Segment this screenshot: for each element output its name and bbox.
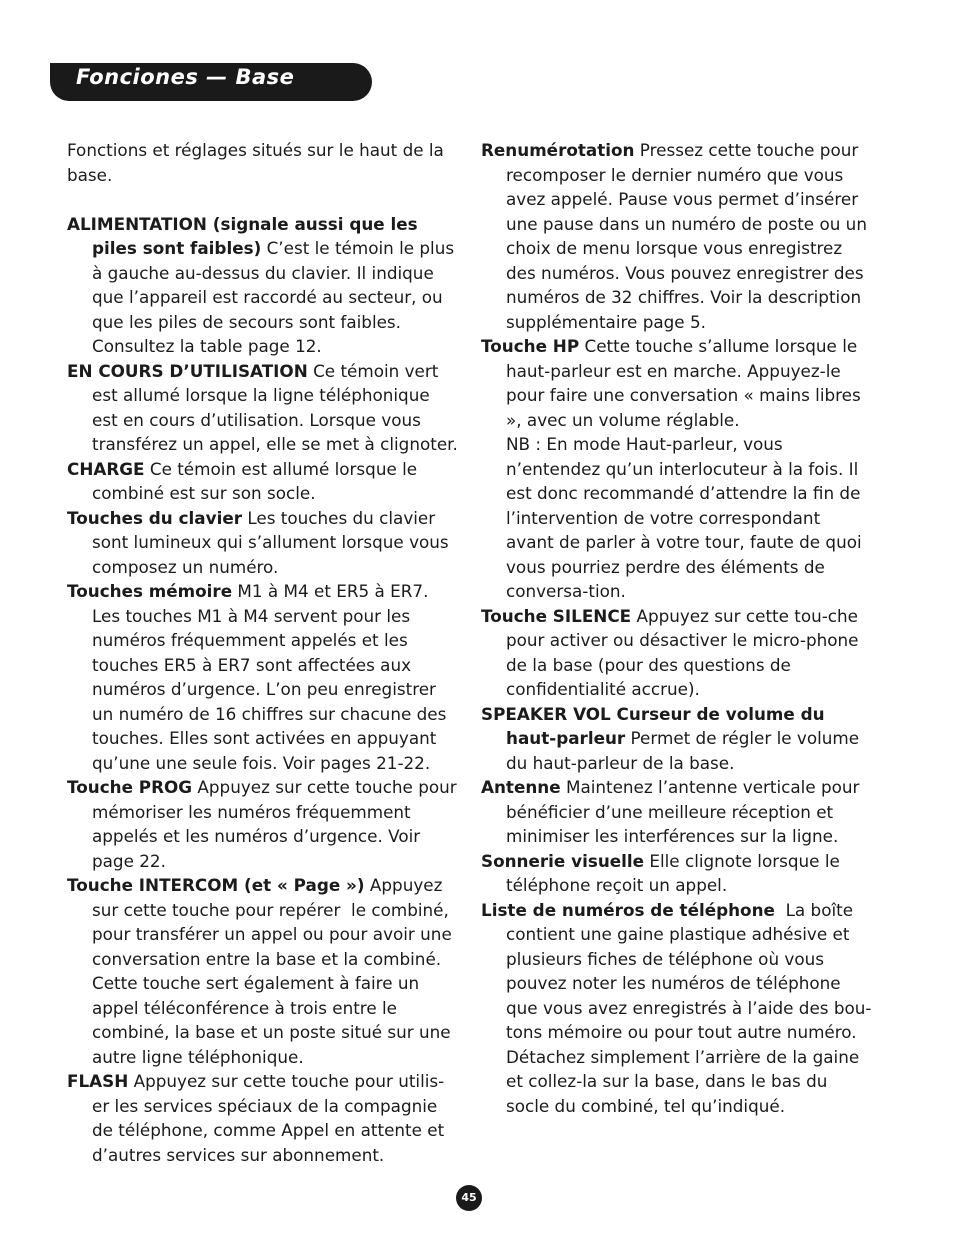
entry-term: Touches mémoire [67, 581, 233, 601]
left-column [67, 138, 463, 1167]
entry-description: C’est le témoin le plus à gauche au-dessus du clavier. Il indique que l’appareil est raccordé au secteur, ou que les piles de secours sont faibles. Consultez la table page 12. [92, 238, 460, 356]
entry-term: FLASH [67, 1071, 129, 1091]
entry-description: M1 à M4 et ER5 à ER7. Les touches M1 à M4 servent pour les numéros fréquemment appelés et les touches ER5 à ER7 sont affectées aux numéros d’urgence. L’on peu enregistrer un numéro de 16 chiffres sur chacune des touches. Elles sont activées en appuyant qu’une une seule fois. Voir pages 21-22. [92, 581, 452, 773]
page-title: Fonciones — Base [76, 65, 295, 89]
glossary-entry [67, 1069, 459, 1167]
entry-description: Appuyez sur cette tou-che pour activer ou désactiver le micro-phone de la base (pour des questions de confidentialité accrue). [506, 605, 864, 699]
entry-description: Ce témoin vert est allumé lorsque la ligne téléphonique est en cours d’utilisation. Lorsque vous transférez un appel, elle se met à clignoter. [92, 360, 458, 454]
entry-term: Touche HP [481, 336, 580, 356]
entry-term: Touches du clavier [67, 507, 242, 528]
right-column [481, 138, 873, 1118]
glossary-entry [67, 457, 459, 506]
entry-description: Ce témoin est allumé lorsque le combiné est sur son socle. [92, 458, 423, 503]
entry-description: Appuyez sur cette touche pour utilis-er les services spéciaux de la compagnie de téléphone, comme Appel en attente et d’autres services sur abonnement. [92, 1071, 450, 1165]
glossary-entry [481, 604, 873, 702]
glossary-entry [67, 579, 459, 775]
section-header-banner [50, 63, 372, 101]
entry-term: CHARGE [67, 458, 145, 479]
entry-term: Touche SILENCE [481, 605, 632, 626]
entry-description: Pressez cette touche pour recomposer le dernier numéro que vous avez appelé. Pause vous permet d’insérer une pause dans un numéro de poste ou un choix de menu lorsque vous enregistrez des numéros. Vous pouvez enregistrer des numéros de 32 chiffres. Voir la description supplémentaire page 5. [506, 140, 873, 332]
glossary-entry [481, 702, 873, 776]
entry-term: Antenne [481, 777, 561, 797]
entry-description: Cette touche s’allume lorsque le haut-parleur est en marche. Appuyez-le pour faire une conversation « mains libres », avec un volume réglable. [506, 336, 867, 430]
entry-description: Les touches du clavier sont lumineux qui s’allument lorsque vous composez un numéro. [92, 507, 454, 577]
entry-description: Appuyez sur cette touche pour repérer le combiné, pour transférer un appel ou pour avoir une conversation entre la base et la combiné. Cette touche sert également à faire un appel téléconférence à trois entre le combiné, la base et un poste situé sur une autre ligne téléphonique. [92, 875, 458, 1067]
page-number: 45 [456, 1185, 482, 1211]
entry-description: Elle clignote lorsque le téléphone reçoit un appel. [506, 850, 846, 895]
glossary-entry [67, 873, 459, 1069]
glossary-entry [67, 212, 459, 359]
glossary-entry [67, 359, 459, 457]
entry-term: Sonnerie visuelle [481, 850, 645, 871]
entry-term: Liste de numéros de téléphone [481, 899, 775, 920]
entry-term: Renumérotation [481, 140, 635, 160]
entry-description: Maintenez l’antenne verticale pour bénéficier d’une meilleure réception et minimiser les interférences sur la ligne. [506, 777, 865, 846]
entry-description: La boîte contient une gaine plastique adhésive et plusieurs fiches de téléphone où vous pouvez noter les numéros de téléphone que vous avez enregistrés à l’aide des bou-tons mémoire ou pour tout autre numéro. Détachez simplement l’arrière de la gaine et collez-la sur la base, dans le bas du socle du combiné, tel qu’indiqué. [506, 899, 872, 1116]
entry-term: Touche INTERCOM (et « Page ») [67, 875, 365, 895]
entry-note: NB : En mode Haut-parleur, vous n’entendez qu’un interlocuteur à la fois. Il est donc recommandé d’attendre la fin de l’intervention de votre correspondant avant de parler à votre tour, faute de quoi vous pourriez perdre des éléments de conversa-tion. [506, 434, 867, 601]
entry-term: SPEAKER VOL Curseur de volume du haut-parleur [481, 703, 825, 748]
entry-description: Appuyez sur cette touche pour mémoriser les numéros fréquemment appelés et les numéros d’urgence. Voir page 22. [92, 777, 463, 871]
entry-term: ALIMENTATION (signale aussi que les piles sont faibles) [67, 213, 418, 258]
glossary-entry [481, 334, 873, 604]
glossary-entry [481, 849, 873, 898]
glossary-entry [481, 138, 873, 334]
intro-paragraph: Fonctions et réglages situés sur le haut de la base. [67, 140, 444, 185]
glossary-entry [481, 898, 873, 1119]
entry-description: Permet de régler le volume du haut-parleur de la base. [506, 728, 865, 773]
glossary-entry [481, 775, 873, 849]
glossary-entry [67, 506, 459, 580]
right-entry-list [481, 138, 873, 1118]
entry-term: EN COURS D’UTILISATION [67, 360, 308, 381]
glossary-entry [67, 775, 463, 873]
left-entry-list [67, 212, 463, 1168]
entry-term: Touche PROG [67, 777, 193, 797]
